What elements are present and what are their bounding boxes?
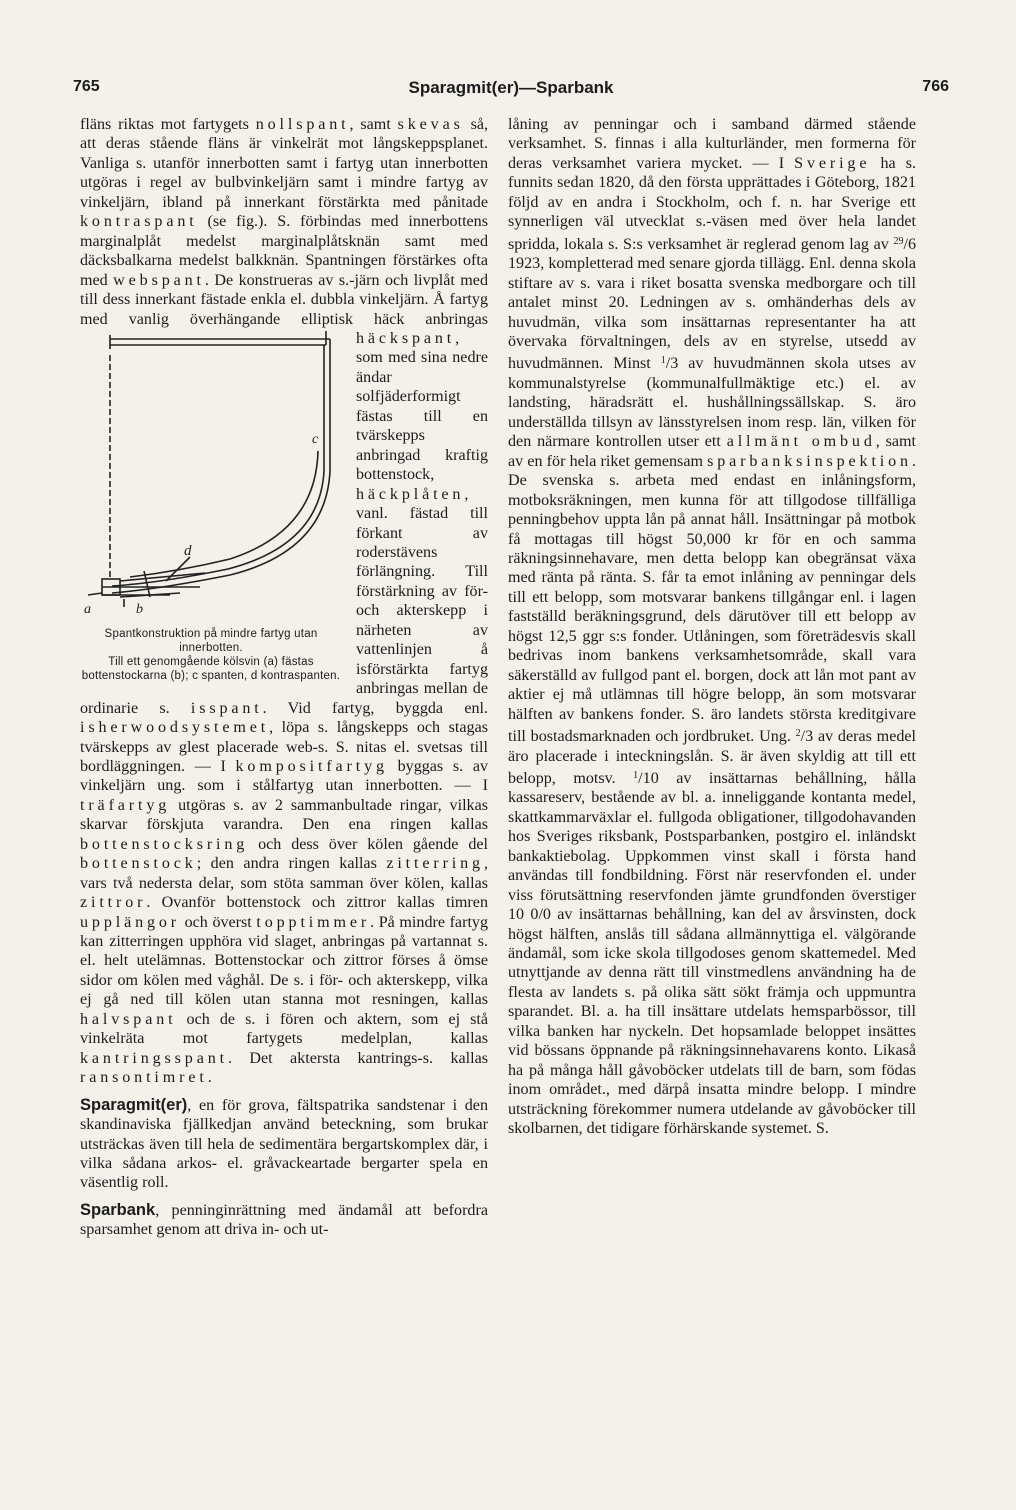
entry-spant-continued: fläns riktas mot fartygets nollspant, samt skevas så, att deras stående fläns är vinkelrät mot långskeppsplanet. Vanliga s. utanför innerbotten samt i fartyg utan innerbotten utgöras i regel av bulbvinkeljärn samt i mindre fartyg av vinkeljärn, ibland på innerkant förstärkta med pånitade kontraspant (se fig.). S. förbindas med innerbottens marginalplåt medelst marginalplåtsknän samt med däcksbalkarna medelst balkknän. Spantningen förstärkes ofta med webspant. De konstrueras av s.-järn och livplåt med till dess innerkant fästade enkla el. dubbla vinkeljärn. Å fartyg med vanlig överhängande elliptisk häck anbringas c d a b Spantkonstruktion på mindre fartyg utan innerbotten. Till ett genomgående kölsvin (a) fästas bottenstockarna (b); c spanten, d kontraspanten. häckspant, som med sina nedre ändar solfjäderformigt fästas till en tvärskepps anbringad kraftig bottenstock, häckplåten, vanl. fästad till förkant av roderstävens förlängning. Till förstärkning av för- och akterskepp i närheten av vattenlinjen å isförstärkta fartyg anbringas mellan de ordinarie s. isspant. Vid fartyg, byggda enl. isherwoodsystemet, löpa s. långskepps och stagas tvärskepps av glest placerade web-s. S. nitas el. svetsas till bordläggningen. — I kompositfartyg byggas s. av vinkeljärn ung. som i stålfartyg utan innerbotten. — I träfartyg utgöras s. av 2 sammanbultade ringar, vilkas skarvar förskjuta varandra. Den ena ringen kallas bottenstocksring och dess över kölen gående del bottenstock; den andra ringen kallas zitterring, vars två nedersta delar, som stöta samman över kölen, kallas zittror. Ovanför bottenstock och zittror kallas timren upplängor och överst topptimmer. På mindre fartyg kan zitterringen upphöra vid slaget, anbringas på vartannat s. el. helt utelämnas. Bottenstockar och zittror förses å ömse sidor om kölen med våghål. De s. i för- och akterskepp, vilka ej gå ned till kölen utan stanna mot resningen, kallas halvspant och de s. i fören och aktern, som ej stå vinkelräta mot fartygets medelplan, kallas kantringsspant. Det aktersta kantrings-s. kallas ransontimret. <box>80 116 489 1087</box>
page-number-left: 765 <box>73 78 100 95</box>
entry-sparagmit: Sparagmit(er), en för grova, fältspatrika sandstenar i den skandinaviska fjällkedjan använd beteckning, som brukar utsträckas även till hela de sedimentära bergartskomplex där, i vilka sådana arkos- el. gråvackeartade bergarter spela en väsentlig roll. <box>80 1095 488 1192</box>
label-a: a <box>84 601 91 617</box>
label-b: b <box>136 601 143 617</box>
page-header <box>73 78 949 102</box>
label-d: d <box>184 542 192 559</box>
frame-construction-figure <box>80 331 342 683</box>
frame-diagram <box>80 331 342 621</box>
headword-sparagmit: Sparagmit(er) <box>80 1095 188 1114</box>
figure-caption: Spantkonstruktion på mindre fartyg utan innerbotten. Till ett genomgående kölsvin (a) fästas bottenstockarna (b); c spanten, d kontraspanten. <box>81 627 341 682</box>
running-title: Sparagmit(er)—Sparbank <box>408 78 614 97</box>
headword-sparbank: Sparbank <box>80 1200 156 1219</box>
entry-sparbank-continued: låning av penningar och i samband därmed stående verksamhet. S. finnas i alla kulturländer, men formerna för deras verksamhet variera mycket. — I Sverige ha s. funnits sedan 1820, då den första upprättades i Göteborg, 1821 följd av en andra i Stockholm, och f. n. har Sverige ett synnerligen väl utvecklat s.-väsen med över hela landet spridda, lokala s. S:s verksamhet är reglerad genom lag av $^{29}$/6 1923, kompletterad med senare gjorda tillägg. Enl. denna skola stiftare av s. vara i riket bosatta svenska medborgare och till antalet minst 20. Ledningen av s. omhänderhas dels av huvudmän, vilka som insättarnas representanter ha att övervaka förvaltningen, dels av en styrelse, utsedd av huvudmännen. Minst $^1$/3 av huvudmännen skola utses av kommunalstyrelse (kommunalfullmäktige etc.) el. av landsting, häradsrätt el. hushållningssällskap. S. äro underställda tillsyn av länsstyrelsen inom resp. län, vilken för den närmare kontrollen utser ett allmänt ombud, samt av en för hela riket gemensam sparbanksinspektion. De svenska s. arbeta med endast en inlåningsform, motboksräkningen, men kunna för att tillgodose tillfälliga penningbehov uppta lån på annat håll. Insättningar på motbok få mottagas till högst 50,000 kr för en och samma räkningsinnehavare, men detta belopp kan obegränsat växa med ränta på ränta. S. får ta emot inlåning av penningar dels till ett belopp, som motsvarar bankens tillgångar enl. i lagen fastställd beräkningsgrund, dels därutöver till ett belopp av högst 12,5 ggr s:s fonder. Utlåningen, som företrädesvis skall bedrivas inom bankens verksamhetsområde, skall vara säkerställd av fullgod pant el. borgen, dock att lån mot pant av aktier ej må utlämnas till högre belopp, än som motsvarar hälften av bankens fonder. S. äro landets största kreditgivare till bostadsmarknaden och jordbruket. Ung. $^2$/3 av deras medel äro placerade i inteckningslån. S. är även skyldig att till ett belopp, motsv. $^1$/10 av insättarnas behållning, hålla kassareserv, bestående av bl. a. inneliggande kontanta medel, skattkammarväxlar el. fullgoda obligationer, tillgodohavanden hos Sveriges riksbank, Postsparbanken, postgiro el. inländskt bankaktiebolag. Uppkommen vinst skall i första hand användas till fondbildning. Först när reservfonden el. under viss förutsättning reservfonden jämte grundfonden överstiger 10 0/0 av insättarnas behållning, kan del av årsvinsten, dock högst hälften, anslås till sådana allmännyttiga el. välgörande ändamål, som icke skola tillgodoses genom skattemedel. Med utnyttjande av denna rätt till vinstmedlens användning ha de flesta av landets s. på olika sätt sökt främja och uppmuntra sparandet. Bl. a. ha till insättare utdelats hemsparbössor, till vilka banken har nyckeln. Det hopsamlade beloppet insättes vid bössans öppnande på räkningsinnehavarens konto. Likaså ha på många håll gåvoböcker utdelats till de barn, som födas inom området., med därpå insatta mindre belopp. I mindre utsträckning förekommer numera utdelande av gåvoböcker till skolbarnen, det tidigare förhärskande systemet. S. <box>508 116 917 1138</box>
right-column <box>508 115 916 1139</box>
left-column <box>80 115 488 1240</box>
page-number-right: 766 <box>922 78 949 95</box>
label-c: c <box>312 431 319 447</box>
entry-sparbank: Sparbank, penninginrättning med ändamål att befordra sparsamhet genom att driva in- och ut- <box>80 1200 488 1239</box>
